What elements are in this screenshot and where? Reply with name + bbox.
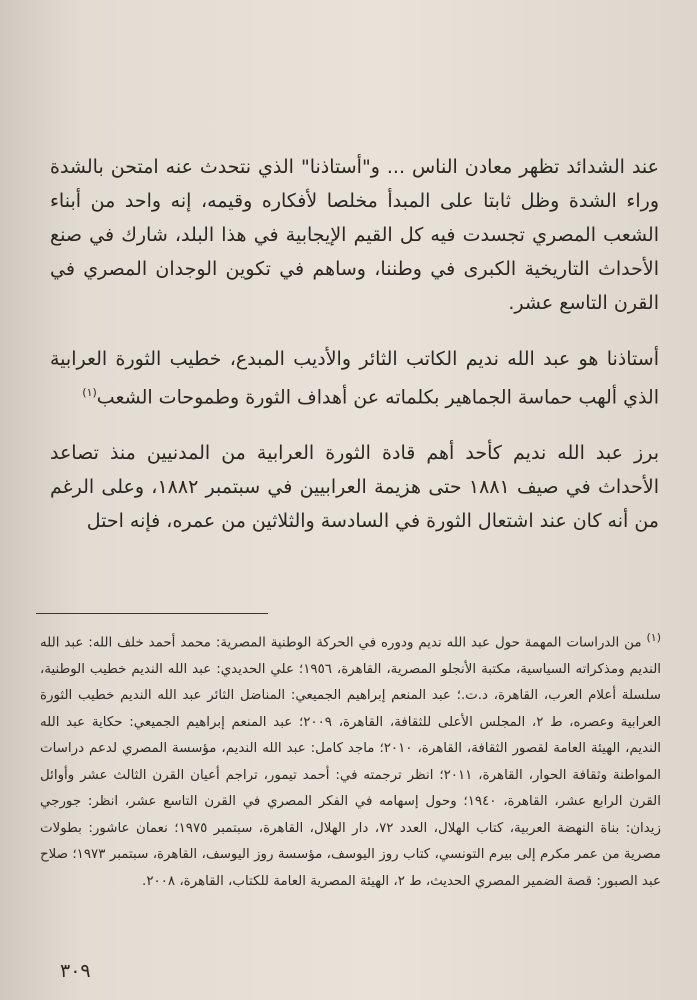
footnote-reference: (١): [82, 386, 97, 399]
paragraph-2: [50, 342, 659, 414]
footnote: [40, 625, 661, 895]
paragraph-3: برز عبد الله نديم كأحد أهم قادة الثورة العرابية من المدنيين منذ تصاعد الأحداث في صيف ١٨٨١ حتى هزيمة العرابيين في سبتمبر ١٨٨٢، وعلى الرغم من أنه كان عند اشتعال الثورة في السادسة والثلاثين من عمره، فإنه احتل: [50, 442, 659, 533]
main-text: [50, 150, 659, 560]
footnote-mark: (١): [646, 631, 661, 644]
paragraph-1: عند الشدائد تظهر معادن الناس ... و"أستاذنا" الذي نتحدث عنه امتحن بالشدة وراء الشدة وظل ثابتا على المبدأ مخلصا لأفكاره وقيمه، إنه واحد من أبناء الشعب المصري تجسدت فيه كل القيم الإيجابية في هذا البلد، شارك في صنع الأحداث التاريخية الكبرى في وطننا، وساهم في تكوين الوجدان المصري في القرن التاسع عشر.: [50, 156, 659, 314]
footnote-separator: [36, 613, 268, 614]
footnote-text: من الدراسات المهمة حول عبد الله نديم ودوره في الحركة الوطنية المصرية: محمد أحمد خلف الله: عبد الله النديم ومذكراته السياسية، مكتبة الأنجلو المصرية، القاهرة، ١٩٥٦؛ علي الحديدي: عبد الله النديم خطيب الوطنية، سلسلة أعلام العرب، القاهرة، د.ت.؛ عبد المنعم إبراهيم الجميعي: المناضل الثائر عبد الله النديم خطيب الثورة العرابية وعصره، ط ٢، المجلس الأعلى للثقافة، القاهرة، ٢٠٠٩؛ عبد المنعم إبراهيم الجميعي: حكاية عبد الله النديم، الهيئة العامة لقصور الثقافة، القاهرة، ٢٠١٠؛ ماجد كامل: عبد الله النديم، مؤسسة المصري لدعم دراسات المواطنة وثقافة الحوار، القاهرة، ٢٠١١؛ انظر ترجمته في: أحمد تيمور، تراجم أعيان القرن الثالث عشر وأوائل القرن الرابع عشر، القاهرة، ١٩٤٠؛ وحول إسهامه في الفكر المصري في القرن التاسع عشر، انظر: جورجي زيدان: بناة النهضة العربية، كتاب الهلال، العدد ٧٢، دار الهلال، القاهرة، سبتمبر ١٩٧٥؛ نعمان عاشور: بطولات مصرية من عمر مكرم إلى بيرم التونسي، كتاب روز اليوسف، مؤسسة روز اليوسف، القاهرة، سبتمبر ١٩٧٣؛ صلاح عبد الصبور: قصة الضمير المصري الحديث، ط ٢، الهيئة المصرية العامة للكتاب، القاهرة، ٢٠٠٨.: [40, 635, 662, 889]
paragraph-2-text: أستاذنا هو عبد الله نديم الكاتب الثائر والأديب المبدع، خطيب الثورة العرابية الذي ألهب حماسة الجماهير بكلماته عن أهداف الثورة وطموحات الشعب: [50, 348, 659, 409]
page-number: ٣٠٩: [60, 960, 91, 982]
